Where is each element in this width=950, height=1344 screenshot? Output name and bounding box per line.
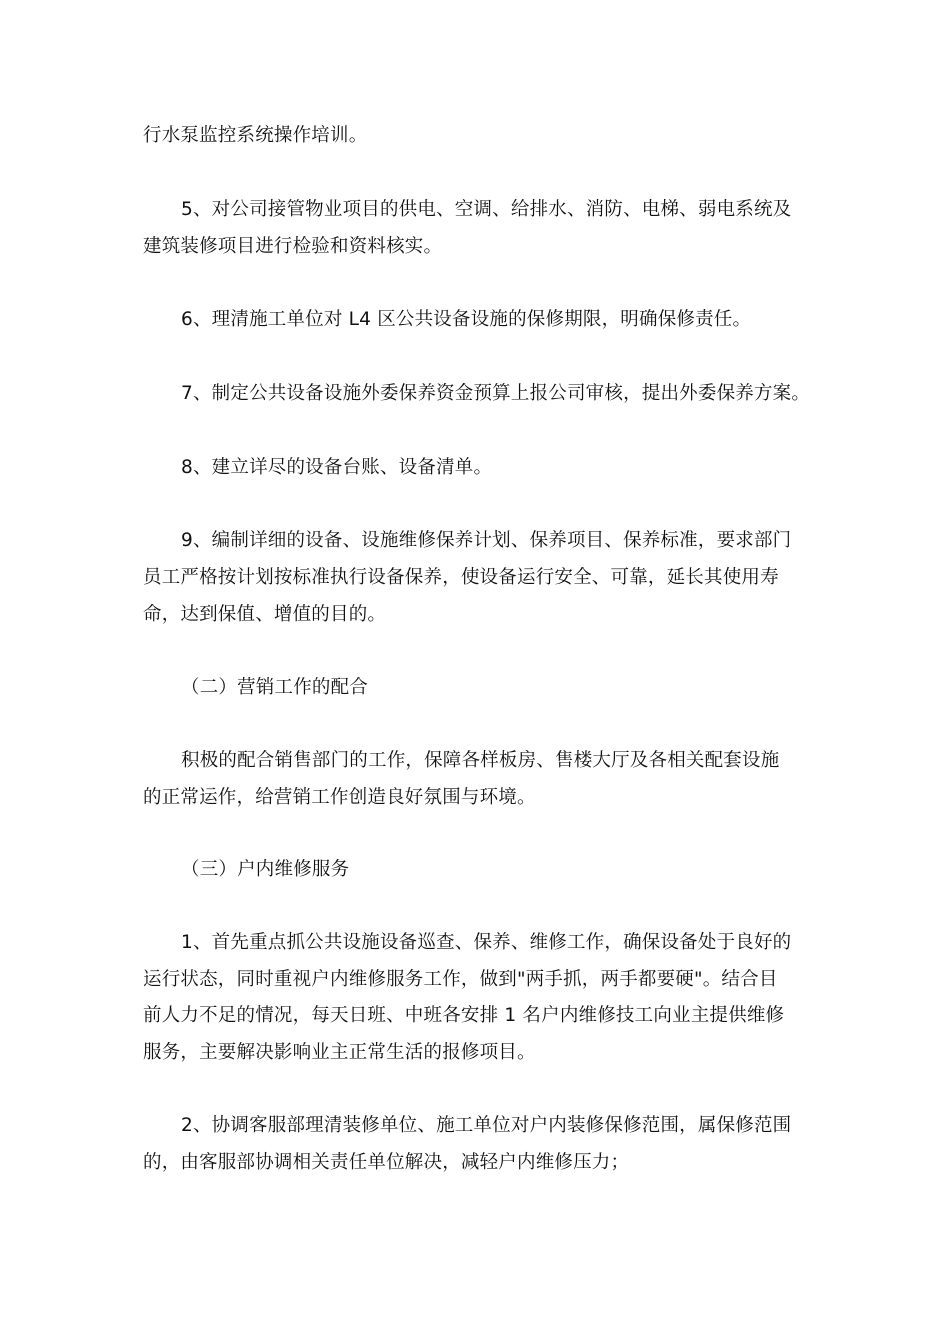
paragraph-line: 前人力不足的情况，每天日班、中班各安排 1 名户内维修技工向业主提供维修 [143, 1005, 785, 1026]
section-heading: （二）营销工作的配合 [181, 677, 369, 698]
paragraph-line: 行水泵监控系统操作培训。 [143, 125, 368, 146]
paragraph-line: 员工严格按计划按标准执行设备保养，使设备运行安全、可靠，延长其使用寿 [143, 567, 779, 588]
paragraph-line: 命，达到保值、增值的目的。 [143, 604, 387, 625]
paragraph-line: 运行状态，同时重视户内维修服务工作，做到"两手抓，两手都要硬"。结合目 [143, 969, 778, 990]
section-heading: （三）户内维修服务 [181, 859, 350, 880]
paragraph-line: 的正常运作，给营销工作创造良好氛围与环境。 [143, 787, 536, 808]
paragraph-line: 的，由客服部协调相关责任单位解决，减轻户内维修压力； [143, 1152, 630, 1173]
paragraph-line: 建筑装修项目进行检验和资料核实。 [143, 236, 443, 257]
paragraph-line: 8、建立详尽的设备台账、设备清单。 [181, 457, 493, 478]
paragraph-line: 积极的配合销售部门的工作，保障各样板房、售楼大厅及各相关配套设施 [181, 750, 780, 771]
paragraph-line: 2、协调客服部理清装修单位、施工单位对户内装修保修范围，属保修范围 [181, 1115, 792, 1136]
paragraph-line: 1、首先重点抓公共设施设备巡查、保养、维修工作，确保设备处于良好的 [181, 932, 792, 953]
paragraph-line: 9、编制详细的设备、设施维修保养计划、保养项目、保养标准，要求部门 [181, 530, 792, 551]
paragraph-line: 6、理清施工单位对 L4 区公共设备设施的保修期限，明确保修责任。 [181, 309, 752, 330]
paragraph-line: 7、制定公共设备设施外委保养资金预算上报公司审核，提出外委保养方案。 [181, 383, 811, 404]
paragraph-line: 5、对公司接管物业项目的供电、空调、给排水、消防、电梯、弱电系统及 [181, 199, 792, 220]
paragraph-line: 服务，主要解决影响业主正常生活的报修项目。 [143, 1042, 536, 1063]
